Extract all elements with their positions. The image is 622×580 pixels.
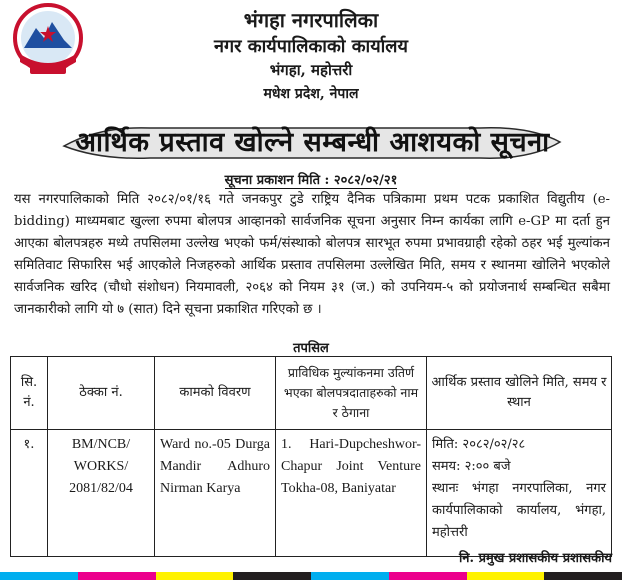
cell-bidder: 1. Hari-Dupcheshwor-Chapur Joint Venture Tokha-08, Baniyatar — [276, 430, 427, 557]
office-name: नगर कार्यपालिकाको कार्यालय — [214, 36, 408, 57]
table-row — [11, 430, 612, 557]
province-name: मधेश प्रदेश, नेपाल — [263, 86, 359, 102]
schedule-table — [10, 356, 612, 557]
office-location: भंगहा, महोत्तरी — [269, 61, 353, 79]
header-bidder: प्राविधिक मुल्यांकनमा उतिर्ण भएका बोलपत्रदाताहरुको नाम र ठेगाना — [276, 357, 427, 430]
notice-title: आर्थिक प्रस्ताव खोल्ने सम्बन्धी आशयको सूचना — [75, 127, 550, 158]
header-contract-no: ठेक्का नं. — [48, 357, 155, 430]
cell-description: Ward no.-05 Durga Mandir Adhuro Nirman Karya — [155, 430, 276, 557]
cell-contract-no: BM/NCB/ WORKS/ 2081/82/04 — [48, 430, 155, 557]
notice-body: यस नगरपालिकाको मिति २०८२/०१/१६ गते जनकपुर टुडे राष्ट्रिय दैनिक पत्रिकामा प्रथम पटक प्रकाशित विद्युतीय (e-bidding) माध्यमबाट खुल्ला रुपमा बोलपत्र आव्हानको सार्वजनिक सूचना अनुसार निम्न कार्यका लागि e-GP मा दर्ता हुन आएका बोलपत्रहरु मध्ये तपसिलमा उल्लेख भएको फर्म/संस्थाको बोलपत्र सारभूत रुपमा प्रभावग्राही रहेको ठहर भई मुल्यांकन समितिवाट सिफारिस भई आएकोले निजहरुको आर्थिक प्रस्ताव तपसिलमा उल्लेखित मिति, समय र स्थानमा खोलिने भएकोले सार्वजनिक खरिद (चौधो संशोधन) नियमावली, २०६४ को नियम ३१ (ज.) को उपनियम-५ को प्रयोजनार्थ सम्बन्धित सबैमा जानकारीको लागि यो ७ (सात) दिने सूचना प्रकाशित गरिएको छ । — [14, 192, 610, 317]
header-description: कामको विवरण — [155, 357, 276, 430]
opening-place: स्थानः भंगहा नगरपालिका, नगर कार्यपालिकाको कार्यालय, भंगहा, महोत्तरी — [432, 481, 606, 540]
municipality-name: भंगहा नगरपालिका — [243, 8, 379, 32]
signature-line: नि. प्रमुख प्रशासकीय प्रशासकीय — [458, 551, 612, 566]
cell-opening-details — [427, 430, 612, 557]
cell-serial: १. — [11, 430, 48, 557]
publication-date: सूचना प्रकाशन मिति : २०८२/०२/२१ — [224, 173, 398, 188]
header-serial: सि. नं. — [11, 357, 48, 430]
header-opening: आर्थिक प्रस्ताव खोलिने मिति, समय र स्थान — [427, 357, 612, 430]
table-header-row — [11, 357, 612, 430]
schedule-title: तपसिल — [293, 341, 329, 356]
opening-date: मिति: २०८२/०२/२८ — [432, 437, 526, 452]
opening-time: समय: २:०० बजे — [432, 459, 511, 474]
print-color-bar — [0, 572, 622, 580]
